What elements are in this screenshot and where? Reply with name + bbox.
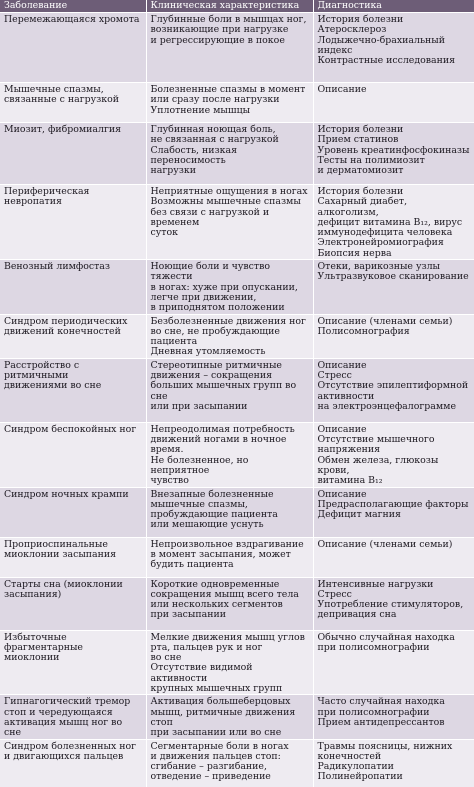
table-row (0, 260, 474, 314)
table-row (0, 630, 474, 695)
cell-disease: Синдром беспокойных ног (0, 422, 146, 487)
cell-clinical: Мелкие движения мышц углов рта, пальцев рук и ног во сне Отсутствие видимой активности крупных мышечных групп (146, 630, 313, 695)
cell-diagnosis: Отеки, варикозные узлы Ультразвуковое сканирование (313, 260, 474, 314)
header-clinical: Клиническая характеристика (146, 0, 313, 13)
header-row (0, 0, 474, 13)
cell-disease: Старты сна (миоклонии засыпания) (0, 577, 146, 630)
cell-clinical: Сегментарные боли в ногах и движения пальцев стоп: сгибание – разгибание, отведение – приведение (146, 739, 313, 787)
cell-disease: Проприоспинальные миоклонии засыпания (0, 537, 146, 577)
table-row (0, 358, 474, 422)
cell-clinical: Неприятные ощущения в ногах Возможны мышечные спазмы без связи с нагрузкой и временем суток (146, 185, 313, 260)
table-header (0, 0, 474, 13)
table-row (0, 13, 474, 83)
cell-disease: Расстройство с ритмичными движениями во сне (0, 358, 146, 422)
cell-diagnosis: Обычно случайная находка при полисомнографии (313, 630, 474, 695)
table-row (0, 123, 474, 185)
table-body (0, 13, 474, 787)
cell-clinical: Глубинная ноющая боль, не связанная с нагрузкой Слабость, низкая переносимость нагрузки (146, 123, 313, 185)
cell-clinical: Безболезненные движения ног во сне, не пробуждающие пациента Дневная утомляемость (146, 314, 313, 358)
cell-clinical: Стереотипные ритмичные движения – сокращения больших мышечных групп во сне или при засыпании (146, 358, 313, 422)
cell-diagnosis: Описание (членами семьи) (313, 537, 474, 577)
cell-diagnosis: Описание (членами семьи) Полисомнография (313, 314, 474, 358)
cell-disease: Перемежающаяся хромота (0, 13, 146, 83)
cell-diagnosis: Описание Предрасполагающие факторы Дефицит магния (313, 487, 474, 537)
cell-diagnosis: Часто случайная находка при полисомнографии Прием антидепрессантов (313, 695, 474, 739)
table-row (0, 83, 474, 123)
table-row (0, 537, 474, 577)
cell-clinical: Непреодолимая потребность движений ногами в ночное время. Не болезненное, но неприятное чувство (146, 422, 313, 487)
table-row (0, 695, 474, 739)
table-row (0, 314, 474, 358)
cell-clinical: Болезненные спазмы в момент или сразу после нагрузки Уплотнение мышцы (146, 83, 313, 123)
cell-diagnosis: История болезни Прием статинов Уровень креатинфосфокиназы Тесты на полимиозит и дерматомиозит (313, 123, 474, 185)
cell-disease: Периферическая невропатия (0, 185, 146, 260)
header-diagnosis: Диагностика (313, 0, 474, 13)
table-row (0, 185, 474, 260)
cell-diagnosis: Описание (313, 83, 474, 123)
cell-clinical: Ноющие боли и чувство тяжести в ногах: хуже при опускании, легче при движении, в приподнятом положении (146, 260, 313, 314)
cell-diagnosis: История болезни Сахарный диабет, алкоголизм, дефицит витамина B₁₂, вирус иммунодефицита человека Электронейромиография Биопсия нерва (313, 185, 474, 260)
cell-disease: Мышечные спазмы, связанные с нагрузкой (0, 83, 146, 123)
cell-disease: Гипнагогический тремор стоп и чередующаяся активация мышц ног во сне (0, 695, 146, 739)
table-row (0, 739, 474, 787)
table-row (0, 577, 474, 630)
header-disease: Заболевание (0, 0, 146, 13)
cell-diagnosis: Описание Отсутствие мышечного напряжения Обмен железа, глюкозы крови, витамина B₁₂ (313, 422, 474, 487)
cell-diagnosis: История болезни Атеросклероз Лодыжечно-брахиальный индекс Контрастные исследования (313, 13, 474, 83)
table-row (0, 422, 474, 487)
cell-clinical: Глубинные боли в мышцах ног, возникающие при нагрузке и регрессирующие в покое (146, 13, 313, 83)
cell-disease: Синдром периодических движений конечностей (0, 314, 146, 358)
cell-disease: Венозный лимфостаз (0, 260, 146, 314)
cell-diagnosis: Описание Стресс Отсутствие эпилептиформной активности на электроэнцефалограмме (313, 358, 474, 422)
cell-clinical: Короткие одновременные сокращения мышц всего тела или нескольких сегментов при засыпании (146, 577, 313, 630)
cell-diagnosis: Интенсивные нагрузки Стресс Употребление стимуляторов, депривация сна (313, 577, 474, 630)
cell-clinical: Непроизвольное вздрагивание в момент засыпания, может будить пациента (146, 537, 313, 577)
cell-disease: Синдром болезненных ног и двигающихся пальцев (0, 739, 146, 787)
cell-disease: Миозит, фибромиалгия (0, 123, 146, 185)
cell-clinical: Внезапные болезненные мышечные спазмы, пробуждающие пациента или мешающие уснуть (146, 487, 313, 537)
cell-disease: Избыточные фрагментарные миоклонии (0, 630, 146, 695)
cell-diagnosis: Травмы поясницы, нижних конечностей Радикулопатии Полинейропатии (313, 739, 474, 787)
cell-clinical: Активация большеберцовых мышц, ритмичные движения стоп при засыпании или во сне (146, 695, 313, 739)
cell-disease: Синдром ночных крампи (0, 487, 146, 537)
table-row (0, 487, 474, 537)
